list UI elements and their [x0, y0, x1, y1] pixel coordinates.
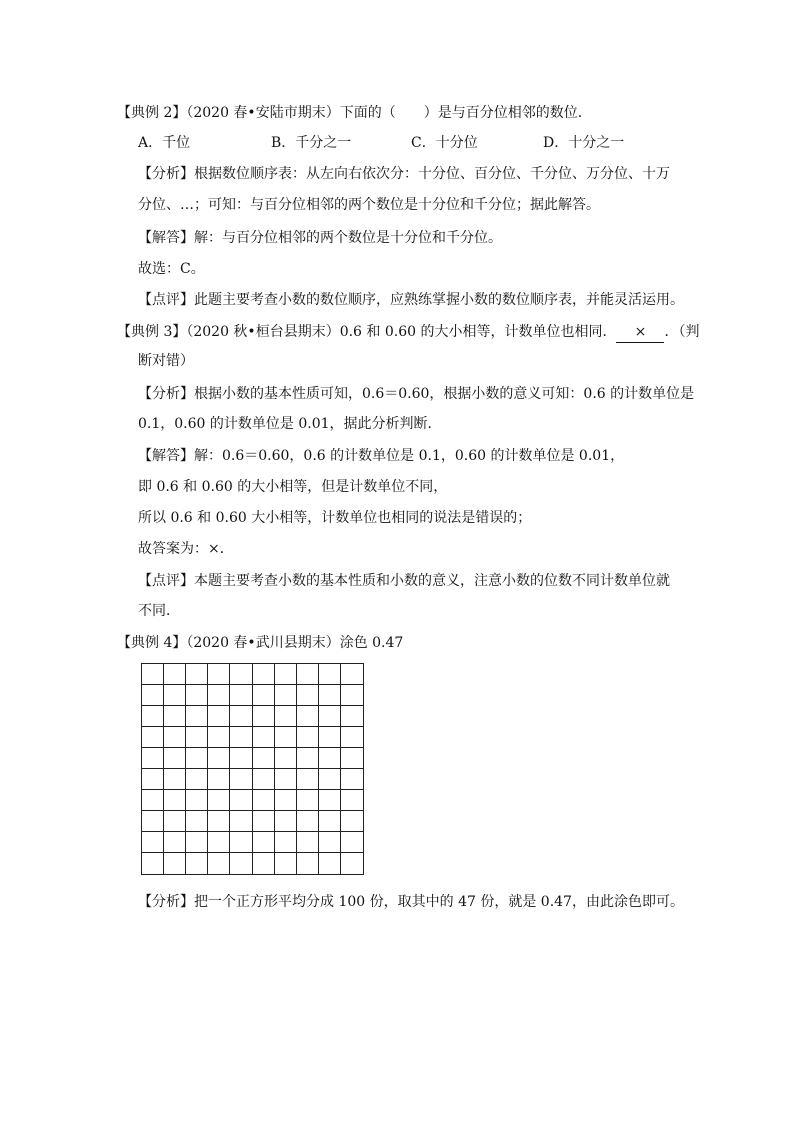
grid-cell[interactable] — [186, 769, 208, 790]
grid-cell[interactable] — [230, 811, 252, 832]
grid-cell[interactable] — [142, 664, 164, 685]
grid-cell[interactable] — [297, 685, 319, 706]
grid-cell[interactable] — [230, 748, 252, 769]
grid-cell[interactable] — [341, 727, 363, 748]
example-3-header — [117, 322, 699, 343]
grid-cell[interactable] — [142, 811, 164, 832]
choice-d: D．十分之一 — [543, 135, 625, 151]
grid-cell[interactable] — [208, 748, 230, 769]
grid-cell[interactable] — [319, 790, 341, 811]
example-3-answer-line-3: 所以 0.6 和 0.60 大小相等，计数单位也相同的说法是错误的； — [138, 510, 532, 526]
example-2-analysis-line-2: 分位、…；可知：与百分位相邻的两个数位是十分位和千分位；据此解答。 — [138, 197, 600, 213]
grid-cell[interactable] — [164, 853, 186, 874]
grid-cell[interactable] — [253, 811, 275, 832]
answer-blank: × — [616, 322, 664, 343]
grid-cell[interactable] — [341, 769, 363, 790]
grid-cell[interactable] — [341, 706, 363, 727]
grid-cell[interactable] — [253, 832, 275, 853]
grid-cell[interactable] — [230, 769, 252, 790]
grid-cell[interactable] — [319, 727, 341, 748]
grid-cell[interactable] — [341, 790, 363, 811]
grid-cell[interactable] — [319, 769, 341, 790]
grid-cell[interactable] — [297, 811, 319, 832]
grid-cell[interactable] — [253, 706, 275, 727]
grid-cell[interactable] — [297, 748, 319, 769]
example-2-answer-line-1: 【解答】解：与百分位相邻的两个数位是十分位和千分位。 — [138, 230, 502, 246]
grid-cell[interactable] — [253, 790, 275, 811]
grid-cell[interactable] — [230, 790, 252, 811]
example-3-header-tail: ．（判 — [664, 324, 700, 340]
example-4-header: 【典例 4】（2020 春•武川县期末）涂色 0.47 — [117, 635, 404, 651]
grid-cell[interactable] — [186, 727, 208, 748]
example-3-comment-line-1: 【点评】本题主要考查小数的基本性质和小数的意义，注意小数的位数不同计数单位就 — [138, 573, 670, 589]
grid-cell[interactable] — [253, 664, 275, 685]
example-3-comment-line-2: 不同． — [138, 603, 180, 619]
grid-cell[interactable] — [319, 664, 341, 685]
grid-cell[interactable] — [230, 685, 252, 706]
example-4-analysis: 【分析】把一个正方形平均分成 100 份，取其中的 47 份，就是 0.47，由此涂色即可。 — [138, 894, 684, 910]
grid-cell[interactable] — [208, 811, 230, 832]
grid-cell[interactable] — [275, 664, 297, 685]
grid-cell[interactable] — [319, 811, 341, 832]
hundred-square-grid[interactable] — [141, 663, 364, 875]
grid-cell[interactable] — [208, 685, 230, 706]
grid-cell[interactable] — [253, 748, 275, 769]
grid-cell[interactable] — [164, 706, 186, 727]
grid-cell[interactable] — [319, 685, 341, 706]
grid-cell[interactable] — [341, 832, 363, 853]
grid-cell[interactable] — [297, 769, 319, 790]
grid-cell[interactable] — [253, 685, 275, 706]
grid-cell[interactable] — [230, 706, 252, 727]
grid-cell[interactable] — [341, 853, 363, 874]
grid-cell[interactable] — [253, 769, 275, 790]
grid-cell[interactable] — [341, 748, 363, 769]
grid-cell[interactable] — [297, 706, 319, 727]
grid-cell[interactable] — [253, 853, 275, 874]
grid-cell[interactable] — [341, 685, 363, 706]
grid-cell[interactable] — [208, 706, 230, 727]
grid-cell[interactable] — [341, 664, 363, 685]
example-3-answer-line-4: 故答案为：×． — [138, 541, 234, 557]
grid-cell[interactable] — [275, 727, 297, 748]
grid-cell[interactable] — [275, 769, 297, 790]
grid-cell[interactable] — [186, 811, 208, 832]
choice-a: A．千位 — [138, 135, 191, 151]
grid-cell[interactable] — [142, 769, 164, 790]
example-2-answer-line-2: 故选：C。 — [138, 261, 205, 277]
grid-cell[interactable] — [142, 748, 164, 769]
grid-cell[interactable] — [230, 727, 252, 748]
example-3-header-text: 【典例 3】（2020 秋•桓台县期末）0.6 和 0.60 的大小相等，计数单位也相同． — [117, 324, 617, 340]
grid-cell[interactable] — [164, 685, 186, 706]
grid-cell[interactable] — [275, 832, 297, 853]
grid-cell[interactable] — [275, 790, 297, 811]
grid-cell[interactable] — [297, 790, 319, 811]
example-3-analysis-line-2: 0.1，0.60 的计数单位是 0.01，据此分析判断． — [138, 416, 442, 432]
grid-cell[interactable] — [142, 706, 164, 727]
example-3-answer-line-2: 即 0.6 和 0.60 的大小相等，但是计数单位不同， — [138, 479, 448, 495]
grid-cell[interactable] — [164, 832, 186, 853]
grid-cell[interactable] — [186, 748, 208, 769]
grid-cell[interactable] — [319, 748, 341, 769]
grid-cell[interactable] — [208, 853, 230, 874]
grid-cell[interactable] — [142, 685, 164, 706]
grid-cell[interactable] — [142, 727, 164, 748]
grid-cell[interactable] — [164, 790, 186, 811]
grid-cell[interactable] — [164, 664, 186, 685]
grid-cell[interactable] — [142, 832, 164, 853]
grid-cell[interactable] — [208, 790, 230, 811]
grid-cell[interactable] — [208, 769, 230, 790]
grid-cell[interactable] — [275, 685, 297, 706]
choice-b: B．千分之一 — [271, 135, 352, 151]
grid-cell[interactable] — [208, 832, 230, 853]
grid-cell[interactable] — [164, 769, 186, 790]
grid-cell[interactable] — [297, 853, 319, 874]
grid-cell[interactable] — [275, 853, 297, 874]
choice-c: C．十分位 — [411, 135, 478, 151]
example-3-analysis-line-1: 【分析】根据小数的基本性质可知，0.6＝0.60，根据小数的意义可知：0.6 的计数单位是 — [138, 386, 695, 402]
grid-cell[interactable] — [275, 748, 297, 769]
grid-cell[interactable] — [297, 832, 319, 853]
grid-cell[interactable] — [319, 706, 341, 727]
grid-cell[interactable] — [275, 811, 297, 832]
grid-cell[interactable] — [164, 727, 186, 748]
grid-cell[interactable] — [186, 685, 208, 706]
grid-cell[interactable] — [208, 727, 230, 748]
grid-cell[interactable] — [142, 790, 164, 811]
example-2-comment: 【点评】此题主要考查小数的数位顺序，应熟练掌握小数的数位顺序表，并能灵活运用。 — [138, 292, 684, 308]
grid-cell[interactable] — [186, 790, 208, 811]
grid-cell[interactable] — [319, 832, 341, 853]
grid-cell[interactable] — [164, 811, 186, 832]
example-3-answer-line-1: 【解答】解：0.6＝0.60，0.6 的计数单位是 0.1，0.60 的计数单位是 0.01， — [138, 448, 625, 464]
grid-cell[interactable] — [297, 727, 319, 748]
grid-cell[interactable] — [142, 853, 164, 874]
grid-cell[interactable] — [230, 664, 252, 685]
grid-cell[interactable] — [164, 748, 186, 769]
grid-cell[interactable] — [297, 664, 319, 685]
grid-cell[interactable] — [186, 664, 208, 685]
grid-cell[interactable] — [319, 853, 341, 874]
example-2-header: 【典例 2】（2020 春•安陆市期末）下面的（ ）是与百分位相邻的数位． — [117, 105, 592, 121]
grid-cell[interactable] — [341, 811, 363, 832]
grid-cell[interactable] — [275, 706, 297, 727]
grid-cell[interactable] — [186, 832, 208, 853]
example-2-analysis-line-1: 【分析】根据数位顺序表：从左向右依次分：十分位、百分位、千分位、万分位、十万 — [138, 166, 670, 182]
grid-cell[interactable] — [186, 706, 208, 727]
grid-cell[interactable] — [208, 664, 230, 685]
grid-cell[interactable] — [230, 853, 252, 874]
grid-cell[interactable] — [253, 727, 275, 748]
grid-cell[interactable] — [230, 832, 252, 853]
example-3-header-continued: 断对错） — [138, 353, 194, 369]
grid-cell[interactable] — [186, 853, 208, 874]
